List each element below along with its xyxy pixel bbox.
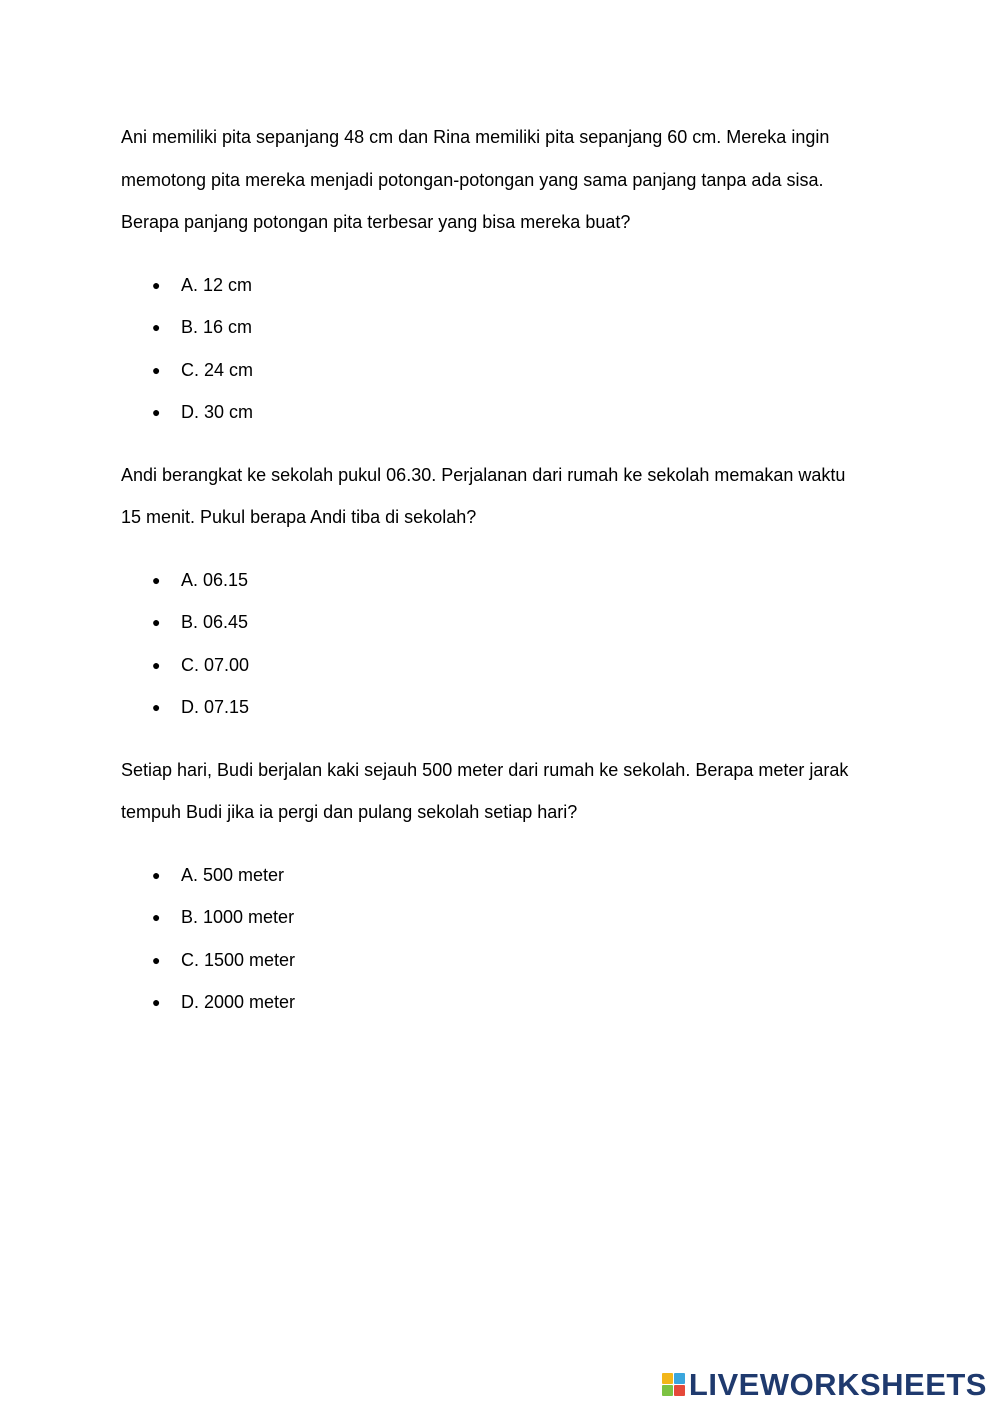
option-1a[interactable] <box>121 264 881 307</box>
option-label: C. 1500 meter <box>181 949 296 970</box>
option-1d[interactable] <box>121 391 881 434</box>
option-label: D. 2000 meter <box>181 992 296 1012</box>
option-3d[interactable] <box>121 981 881 1024</box>
bullet-icon: ● <box>152 319 161 335</box>
liveworksheets-mark-icon <box>662 1373 685 1396</box>
option-3b[interactable] <box>121 896 881 939</box>
bullet-icon: ● <box>152 951 161 968</box>
question-3-text: Setiap hari, Budi berjalan kaki sejauh 500 meter dari rumah ke sekolah. Berapa meter jarak tempuh Budi jika ia pergi dan pulang sekolah setiap hari? <box>121 759 849 822</box>
question-1-options <box>121 264 881 434</box>
option-label: B. 06.45 <box>181 612 249 632</box>
option-label: A. 12 cm <box>181 274 253 295</box>
question-1-text: Ani memiliki pita sepanjang 48 cm dan Rina memiliki pita sepanjang 60 cm. Mereka ingin memotong pita mereka menjadi potongan-potongan yang sama panjang tanpa ada sisa. Berapa panjang potongan pita terbesar yang bisa mereka buat? <box>121 127 830 232</box>
option-label: B. 16 cm <box>181 317 253 337</box>
mark-cell <box>662 1385 673 1396</box>
bullet-icon: ● <box>152 404 161 420</box>
option-1b[interactable] <box>121 306 881 349</box>
bullet-icon: ● <box>152 699 161 715</box>
option-label: A. 06.15 <box>181 569 249 590</box>
worksheet-page <box>121 116 881 1044</box>
mark-cell <box>662 1373 673 1384</box>
mark-cell <box>674 1373 685 1384</box>
mark-cell <box>674 1385 685 1396</box>
option-label: A. 500 meter <box>181 864 285 885</box>
bullet-icon: ● <box>152 994 161 1010</box>
bullet-icon: ● <box>152 276 161 293</box>
question-2-text: Andi berangkat ke sekolah pukul 06.30. Perjalanan dari rumah ke sekolah memakan waktu 15 menit. Pukul berapa Andi tiba di sekolah? <box>121 464 846 527</box>
option-label: C. 07.00 <box>181 654 250 675</box>
option-label: D. 30 cm <box>181 402 254 422</box>
option-label: B. 1000 meter <box>181 907 295 927</box>
option-1c[interactable] <box>121 349 881 392</box>
option-2c[interactable] <box>121 644 881 687</box>
bullet-icon: ● <box>152 909 161 925</box>
option-3c[interactable] <box>121 939 881 982</box>
option-2d[interactable] <box>121 686 881 729</box>
question-3-options <box>121 854 881 1024</box>
bullet-icon: ● <box>152 656 161 673</box>
bullet-icon: ● <box>152 361 161 378</box>
bullet-icon: ● <box>152 866 161 883</box>
option-2a[interactable] <box>121 559 881 602</box>
option-2b[interactable] <box>121 601 881 644</box>
bullet-icon: ● <box>152 571 161 588</box>
liveworksheets-logo <box>662 1369 987 1400</box>
liveworksheets-wordmark: LIVEWORKSHEETS <box>688 1367 987 1402</box>
question-2 <box>121 454 881 729</box>
option-3a[interactable] <box>121 854 881 897</box>
option-label: C. 24 cm <box>181 359 254 380</box>
question-2-options <box>121 559 881 729</box>
bullet-icon: ● <box>152 614 161 630</box>
option-label: D. 07.15 <box>181 697 250 717</box>
question-3 <box>121 749 881 1024</box>
question-1 <box>121 116 881 434</box>
